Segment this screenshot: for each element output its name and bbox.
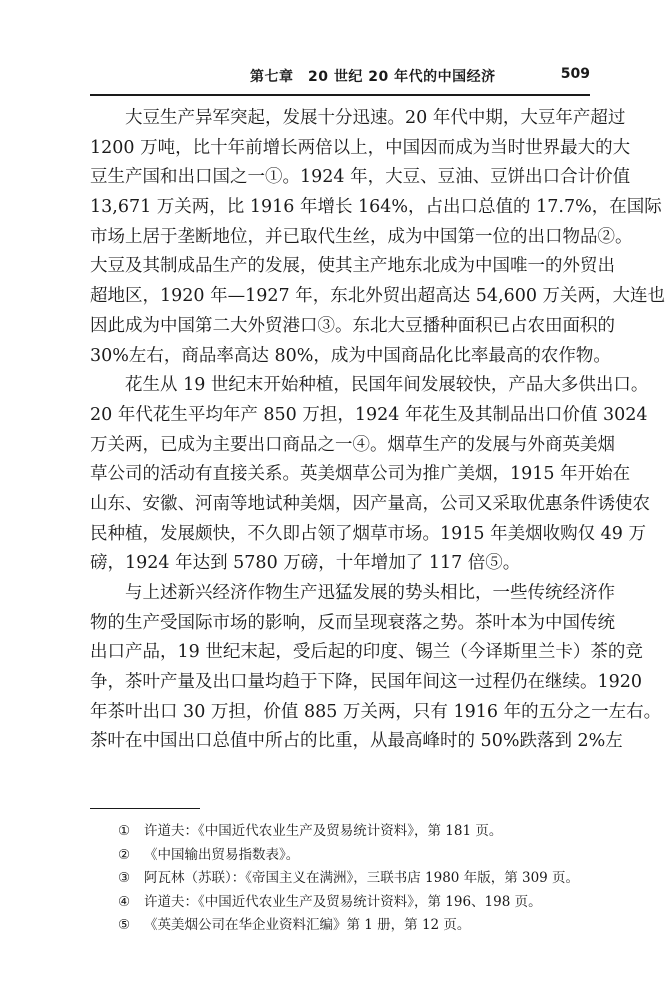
- footnote-text: 许道夫：《中国近代农业生产及贸易统计资料》，第 196、198 页。: [144, 893, 542, 910]
- text-line: 超地区，1920 年—1927 年，东北外贸出超高达 54,600 万关两，大连也: [90, 286, 665, 307]
- footnote-text: 许道夫：《中国近代农业生产及贸易统计资料》，第 181 页。: [144, 823, 503, 839]
- text-line: 30%左右，商品率高达 80%，成为中国商品化比率最高的农作物。: [90, 345, 611, 366]
- text-line: 因此成为中国第二大外贸港口③。东北大豆播种面积已占农田面积的: [90, 315, 615, 336]
- text-line: 13,671 万关两，比 1916 年增长 164%，占出口总值的 17.7%，在国际: [90, 197, 662, 218]
- page-number: 509: [560, 66, 590, 82]
- footnote-mark: ②: [118, 846, 131, 863]
- footnote-mark: ①: [118, 823, 131, 839]
- chapter-title: 第七章 20 世纪 20 年代的中国经济: [250, 69, 496, 85]
- footnote: [118, 844, 588, 868]
- text-line: 民种植，发展颇快，不久即占领了烟草市场。1915 年美烟收购仅 49 万: [90, 523, 646, 544]
- text-line: 山东、安徽、河南等地试种美烟，因产量高，公司又采取优惠条件诱使农: [90, 493, 650, 514]
- text-line: 花生从 19 世纪末开始种植，民国年间发展较快，产品大多供出口。: [125, 375, 649, 396]
- text-line: 年茶叶出口 30 万担，价值 885 万关两，只有 1916 年的五分之一左右。: [90, 701, 662, 722]
- text-line: 豆生产国和出口国之一①。1924 年，大豆、豆油、豆饼出口合计价值: [90, 167, 631, 188]
- footnote-mark: ⑤: [118, 917, 131, 933]
- text-line: 出口产品，19 世纪末起，受后起的印度、锡兰（今译斯里兰卡）茶的竞: [90, 642, 643, 663]
- text-line: 1200 万吨，比十年前增长两倍以上，中国因而成为当时世界最大的大: [90, 137, 631, 158]
- text-line: 20 年代花生平均年产 850 万担，1924 年花生及其制品出口价值 3024: [90, 404, 648, 425]
- text-line: 与上述新兴经济作物生产迅猛发展的势头相比，一些传统经济作: [125, 583, 615, 603]
- running-header: [90, 66, 590, 90]
- text-line: 争，茶叶产量及出口量均趋于下降，民国年间这一过程仍在继续。1920: [90, 672, 643, 693]
- text-line: 市场上居于垄断地位，并已取代生丝，成为中国第一位的出口物品②。: [90, 226, 633, 247]
- text-line: 物的生产受国际市场的影响，反而呈现衰落之势。茶叶本为中国传统: [90, 612, 615, 633]
- text-line: 茶叶在中国出口总值中所占的比重，从最高峰时的 50%跌落到 2%左: [90, 731, 623, 752]
- text-line: 万关两，已成为主要出口商品之一④。烟草生产的发展与外商英美烟: [90, 434, 615, 455]
- text-line: 草公司的活动有直接关系。英美烟草公司为推广美烟，1915 年开始在: [90, 464, 631, 485]
- footnote-mark: ④: [118, 893, 131, 910]
- footnote: [118, 891, 588, 915]
- footnote-rule: [90, 808, 200, 809]
- text-line: 磅，1924 年达到 5780 万磅，十年增加了 117 倍⑤。: [90, 553, 521, 574]
- footnote-text: 《中国输出贸易指数表》。: [144, 846, 300, 863]
- footnote: [118, 820, 588, 844]
- header-rule: [90, 94, 590, 96]
- footnote: [118, 867, 588, 891]
- footnote-text: 《英美烟公司在华企业资料汇编》第 1 册，第 12 页。: [144, 917, 471, 933]
- footnote: [118, 914, 588, 938]
- body-text: [90, 104, 665, 757]
- footnote-mark: ③: [118, 870, 131, 886]
- footnotes: [118, 820, 588, 938]
- text-line: 大豆生产异军突起，发展十分迅速。20 年代中期，大豆年产超过: [125, 108, 626, 128]
- footnote-text: 阿瓦林（苏联）：《帝国主义在满洲》，三联书店 1980 年版，第 309 页。: [144, 870, 580, 886]
- text-line: 大豆及其制成品生产的发展，使其主产地东北成为中国唯一的外贸出: [90, 256, 615, 277]
